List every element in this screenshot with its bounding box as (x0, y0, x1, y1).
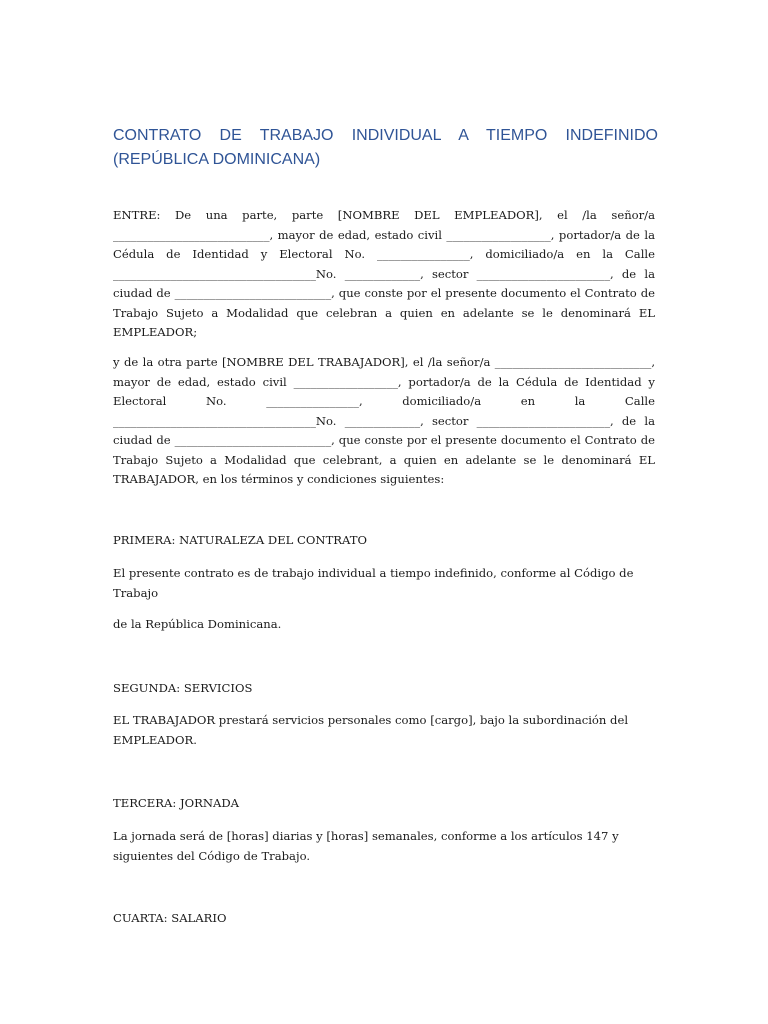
clause-primera-heading: PRIMERA: NATURALEZA DEL CONTRATO (113, 533, 368, 547)
employer-party-paragraph: ENTRE: De una parte, parte [NOMBRE DEL EMPLEADOR], el /la señor/a ___________________________, mayor de edad, estado civil __________________, portador/a de la Cédula de Identidad y Electoral No. ________________, domiciliado/a en la Calle ___________________________________No. _____________, sector _______________________, de la ciudad de ___________________________, que conste por el presente documento el Contrato de Trabajo Sujeto a Modalidad que celebran a quien en adelante se le denominará EL EMPLEADOR; (113, 208, 655, 339)
clause-segunda-heading: SEGUNDA: SERVICIOS (113, 681, 253, 695)
clause-tercera-text: La jornada será de [horas] diarias y [horas] semanales, conforme a los artículos 147 y siguientes del Código de Trabajo. (113, 829, 619, 863)
clause-primera-text: El presente contrato es de trabajo individual a tiempo indefinido, conforme al Código de Trabajo (113, 566, 634, 600)
clause-primera-text-continued: de la República Dominicana. (113, 617, 282, 631)
clause-cuarta-heading: CUARTA: SALARIO (113, 911, 227, 925)
worker-party-paragraph: y de la otra parte [NOMBRE DEL TRABAJADOR], el /la señor/a ___________________________, mayor de edad, estado civil __________________, portador/a de la Cédula de Identidad y Electoral No. ________________, domiciliado/a en la Calle ___________________________________No. _____________, sector _______________________, de la ciudad de ___________________________, que conste por el presente documento el Contrato de Trabajo Sujeto a Modalidad que celebrant, a quien en adelante se le denominará EL TRABAJADOR, en los términos y condiciones siguientes: (113, 355, 655, 486)
clause-segunda-text: EL TRABAJADOR prestará servicios personales como [cargo], bajo la subordinación del EMPLEADOR. (113, 713, 629, 747)
document-title: CONTRATO DE TRABAJO INDIVIDUAL A TIEMPO INDEFINIDO (REPÚBLICA DOMINICANA) (113, 127, 658, 168)
clause-tercera-heading: TERCERA: JORNADA (113, 796, 240, 810)
